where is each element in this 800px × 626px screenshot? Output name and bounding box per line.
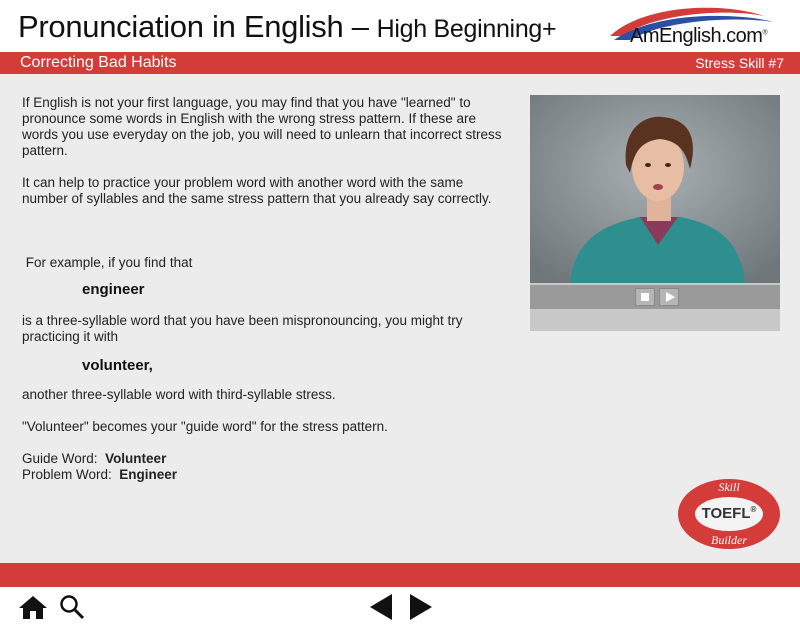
- badge-toefl-text: TOEFL®: [701, 505, 757, 522]
- footer-nav: [0, 587, 800, 625]
- header: [0, 0, 800, 52]
- video-player[interactable]: [530, 95, 780, 331]
- guide-word-value: Volunteer: [105, 451, 167, 466]
- keyword-engineer: engineer: [82, 281, 145, 298]
- next-button[interactable]: [408, 593, 434, 626]
- badge-builder-text: Builder: [711, 533, 747, 547]
- search-button[interactable]: [58, 594, 86, 625]
- stop-button[interactable]: [635, 288, 655, 306]
- video-frame[interactable]: [530, 95, 780, 283]
- paragraph-mispronounce: is a three-syllable word that you have been mispronouncing, you might try practicing it with: [22, 313, 463, 344]
- video-controls: [530, 285, 780, 309]
- bottom-bar: [0, 563, 800, 587]
- paragraph-practice: It can help to practice your problem word with another word with the same number of syllables and the same stress pattern that you already say correctly.: [22, 175, 492, 206]
- section-title: Correcting Bad Habits: [20, 54, 177, 71]
- stop-icon: [641, 293, 649, 301]
- play-button[interactable]: [659, 288, 679, 306]
- home-icon: [18, 594, 48, 620]
- previous-arrow-icon: [368, 593, 394, 621]
- toefl-skill-builder-badge: [677, 478, 781, 550]
- play-icon: [666, 292, 675, 302]
- amenglish-logo: [604, 6, 784, 50]
- guide-word-label: Guide Word:: [22, 451, 98, 466]
- title-main: Pronunciation in English –: [18, 9, 369, 44]
- skill-label: Stress Skill #7: [695, 55, 784, 71]
- page-title: [18, 9, 556, 45]
- next-arrow-icon: [408, 593, 434, 621]
- search-icon: [58, 594, 86, 620]
- problem-word-label: Problem Word:: [22, 467, 112, 482]
- badge-skill-text: Skill: [718, 480, 740, 494]
- paragraph-intro: If English is not your first language, you may find that you have "learned" to pronounce some words in English with the wrong stress pattern. If these are words you use everyday on the job, you will need to unlearn that incorrect stress pattern.: [22, 95, 502, 158]
- problem-word-line: [22, 467, 502, 483]
- home-button[interactable]: [18, 594, 48, 625]
- keyword-volunteer: volunteer,: [82, 357, 153, 374]
- problem-word-value: Engineer: [119, 467, 178, 482]
- lesson-panel: [0, 74, 800, 563]
- title-level: High Beginning+: [376, 15, 557, 43]
- section-bar: [0, 52, 800, 74]
- paragraph-example: For example, if you find that: [22, 255, 193, 270]
- logo-text: AmEnglish.com®: [630, 25, 768, 47]
- previous-button[interactable]: [368, 593, 394, 626]
- guide-word-line: [22, 451, 502, 467]
- paragraph-guide: "Volunteer" becomes your "guide word" for the stress pattern.: [22, 419, 388, 434]
- paragraph-stress: another three-syllable word with third-syllable stress.: [22, 387, 336, 402]
